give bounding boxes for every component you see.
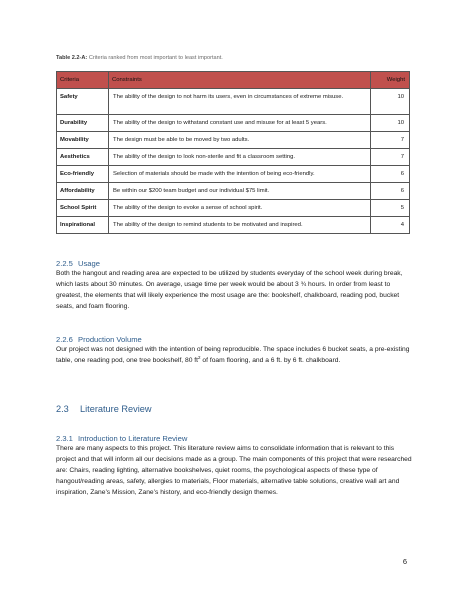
criteria-cell: Eco-friendly bbox=[57, 166, 109, 183]
weight-cell: 10 bbox=[371, 115, 410, 132]
table-caption-text: Criteria ranked from most important to least important. bbox=[87, 55, 223, 61]
constraint-cell: The ability of the design to evoke a sense of school spirit. bbox=[109, 200, 371, 217]
table-row bbox=[57, 217, 410, 234]
constraint-cell: The ability of the design to withstand constant use and misuse for at least 5 years. bbox=[109, 115, 371, 132]
intro-heading bbox=[56, 434, 187, 443]
table-row bbox=[57, 132, 410, 149]
criteria-cell: Movability bbox=[57, 132, 109, 149]
table-header-row bbox=[57, 72, 410, 89]
criteria-cell: Aesthetics bbox=[57, 149, 109, 166]
weight-cell: 4 bbox=[371, 217, 410, 234]
header-criteria: Criteria bbox=[57, 72, 109, 89]
table-caption-label: Table 2.2-A: bbox=[56, 55, 88, 61]
intro-heading-number: 2.3.1 bbox=[56, 434, 73, 443]
usage-paragraph: Both the hangout and reading area are expected to be utilized by students everyday of the school week during break, which lasts about 30 minutes. On average, usage time per week would be about 3 ¾ hours. In order from least to greatest, the elements that will likely experience the most usage are the: bookshelf, chalkboard, reading pod, bucket seats, and foam flooring. bbox=[56, 270, 403, 310]
header-weight: Weight bbox=[371, 72, 410, 89]
table-row bbox=[57, 89, 410, 115]
production-heading-title: Production Volume bbox=[78, 335, 142, 344]
criteria-table bbox=[56, 71, 410, 234]
production-paragraph bbox=[56, 345, 416, 367]
production-text-before: Our project was not designed with the intention of being reproducible. The space includes 6 bucket seats, a pre-existing table, one reading pod, one tree bookshelf, 80 ft bbox=[56, 346, 410, 364]
weight-cell: 6 bbox=[371, 166, 410, 183]
production-text-after: of foam flooring, and a 6 ft. by 6 ft. chalkboard. bbox=[200, 356, 341, 364]
literature-heading-title: Literature Review bbox=[80, 404, 152, 414]
constraint-cell: The ability of the design to look non-sterile and fit a classroom setting. bbox=[109, 149, 371, 166]
weight-cell: 7 bbox=[371, 149, 410, 166]
table-row bbox=[57, 115, 410, 132]
intro-heading-title: Introduction to Literature Review bbox=[78, 434, 188, 443]
usage-heading-number: 2.2.5 bbox=[56, 259, 73, 268]
criteria-cell: Safety bbox=[57, 89, 109, 115]
production-text-sup: 2 bbox=[198, 354, 201, 360]
criteria-cell: Durability bbox=[57, 115, 109, 132]
table-row bbox=[57, 200, 410, 217]
table-row bbox=[57, 166, 410, 183]
weight-cell: 7 bbox=[371, 132, 410, 149]
literature-heading bbox=[56, 404, 152, 414]
weight-cell: 5 bbox=[371, 200, 410, 217]
constraint-cell: The design must be able to be moved by two adults. bbox=[109, 132, 371, 149]
literature-heading-number: 2.3 bbox=[56, 404, 69, 414]
intro-paragraph: There are many aspects to this project. This literature review aims to consolidate information that is relevant to this project and that will inform all our decisions made as a group. The main components of this project that were researched are: Chairs, reading lighting, alternative bookshelves, quiet rooms, the psychological aspects of these type of hangout/reading areas, safety, allergies to materials, Floor materials, alternative table solutions, creative wall art and inspiration, Zane’s Mission, Zane’s history, and eco-friendly design themes. bbox=[56, 445, 412, 496]
constraint-cell: Selection of materials should be made with the intention of being eco-friendly. bbox=[109, 166, 371, 183]
table-caption bbox=[56, 55, 223, 61]
usage-heading bbox=[56, 259, 100, 268]
usage-heading-title: Usage bbox=[78, 259, 100, 268]
constraint-cell: The ability of the design to not harm its users, even in circumstances of extreme misuse. bbox=[109, 89, 371, 115]
table-row bbox=[57, 149, 410, 166]
criteria-cell: Affordability bbox=[57, 183, 109, 200]
header-constraints: Constraints bbox=[109, 72, 371, 89]
constraint-cell: The ability of the design to remind students to be motivated and inspired. bbox=[109, 217, 371, 234]
page-number: 6 bbox=[402, 557, 407, 566]
weight-cell: 6 bbox=[371, 183, 410, 200]
constraint-cell: Be within our $200 team budget and our individual $75 limit. bbox=[109, 183, 371, 200]
production-heading bbox=[56, 335, 142, 344]
criteria-cell: Inspirational bbox=[57, 217, 109, 234]
production-heading-number: 2.2.6 bbox=[56, 335, 73, 344]
criteria-cell: School Spirit bbox=[57, 200, 109, 217]
table-row bbox=[57, 183, 410, 200]
weight-cell: 10 bbox=[371, 89, 410, 115]
